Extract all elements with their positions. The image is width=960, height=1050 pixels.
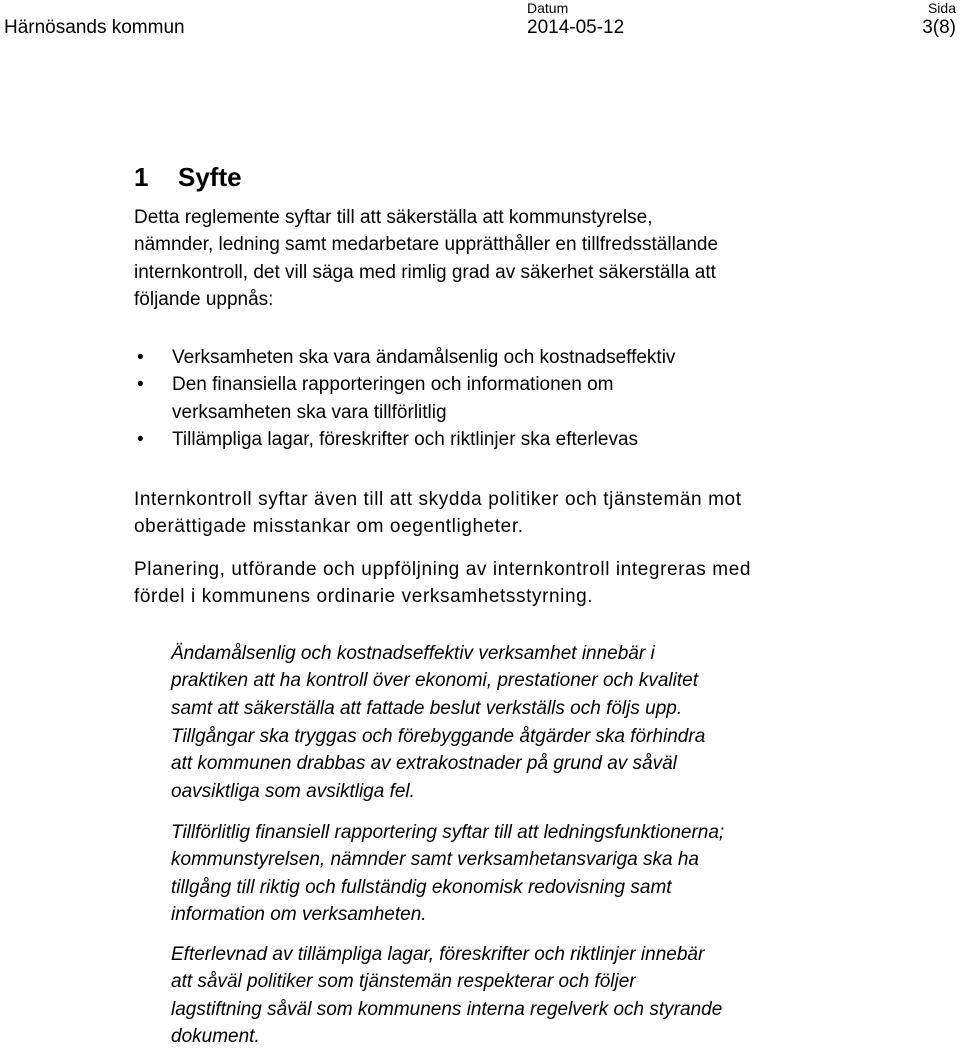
intro-paragraph: [134, 204, 834, 313]
paragraph-line: Tillgångar ska tryggas och förebyggande åtgärder ska förhindra: [171, 726, 706, 747]
page-number: 3(8): [922, 17, 956, 38]
paragraph-line: samt att säkerställa att fattade beslut verkställs och följs upp.: [171, 697, 683, 719]
paragraph-line: Ändamålsenlig och kostnadseffektiv verksamhet innebär i: [171, 643, 655, 664]
integration-paragraph: [134, 556, 864, 611]
compliance-explanation: [171, 941, 891, 1050]
list-item: [134, 426, 675, 453]
paragraph-line: oberättigade misstankar om oegentligheter.: [134, 516, 524, 538]
section-number: 1: [134, 162, 149, 192]
paragraph-line: Tillförlitlig finansiell rapportering syftar till att ledningsfunktionerna;: [171, 822, 725, 843]
paragraph-line: nämnder, ledning samt medarbetare upprätthåller en tillfredsställande: [134, 234, 719, 256]
paragraph-line: följande uppnås:: [134, 288, 274, 310]
paragraph-line: lagstiftning såväl som kommunens interna regelverk och styrande: [171, 998, 723, 1020]
paragraph-line: dokument.: [171, 1025, 260, 1047]
list-item-text: Den finansiella rapporteringen och informationen om: [172, 374, 614, 396]
paragraph-line: Planering, utförande och uppföljning av internkontroll integreras med: [134, 559, 752, 580]
paragraph-line: kommunstyrelsen, nämnder samt verksamhetansvariga ska ha: [171, 849, 700, 871]
paragraph-line: Detta reglemente syftar till att säkerställa att kommunstyrelse,: [134, 207, 653, 228]
paragraph-line: att kommunen drabbas av extrakostnader på grund av såväl: [171, 753, 677, 775]
paragraph-line: att såväl politiker som tjänstemän respekterar och följer: [171, 971, 636, 993]
list-item: [134, 371, 675, 426]
assets-explanation: [171, 723, 891, 805]
paragraph-line: Internkontroll syftar även till att skydda politiker och tjänstemän mot: [134, 489, 742, 510]
list-item-text: Verksamheten ska vara ändamålsenlig och kostnadseffektiv: [172, 347, 676, 368]
organization-name: Härnösands kommun: [4, 17, 185, 38]
document-date: 2014-05-12: [527, 17, 625, 38]
paragraph-line: internkontroll, det vill säga med rimlig grad av säkerhet säkerställa att: [134, 261, 716, 283]
date-label: Datum: [527, 0, 569, 16]
paragraph-line: information om verksamheten.: [171, 903, 427, 925]
section-title: Syfte: [178, 162, 242, 192]
bullet-icon: •: [137, 428, 144, 450]
reporting-explanation: [171, 819, 891, 928]
efficiency-explanation: [171, 640, 891, 722]
section-heading: [134, 160, 242, 194]
list-item-text: verksamheten ska vara tillförlitlig: [172, 401, 447, 423]
bullet-icon: •: [137, 374, 144, 396]
goals-list: [134, 344, 675, 453]
paragraph-line: tillgång till riktig och fullständig ekonomisk redovisning samt: [171, 876, 672, 898]
page-label: Sida: [927, 0, 956, 16]
paragraph-line: Efterlevnad av tillämpliga lagar, föreskrifter och riktlinjer innebär: [171, 944, 705, 965]
list-item-text: Tillämpliga lagar, föreskrifter och riktlinjer ska efterlevas: [172, 428, 639, 450]
bullet-icon: •: [137, 347, 144, 368]
paragraph-line: oavsiktliga som avsiktliga fel.: [171, 780, 415, 802]
paragraph-line: praktiken att ha kontroll över ekonomi, prestationer och kvalitet: [171, 670, 698, 692]
list-item: [134, 344, 675, 371]
protection-paragraph: [134, 486, 864, 541]
paragraph-line: fördel i kommunens ordinarie verksamhetsstyrning.: [134, 586, 594, 608]
